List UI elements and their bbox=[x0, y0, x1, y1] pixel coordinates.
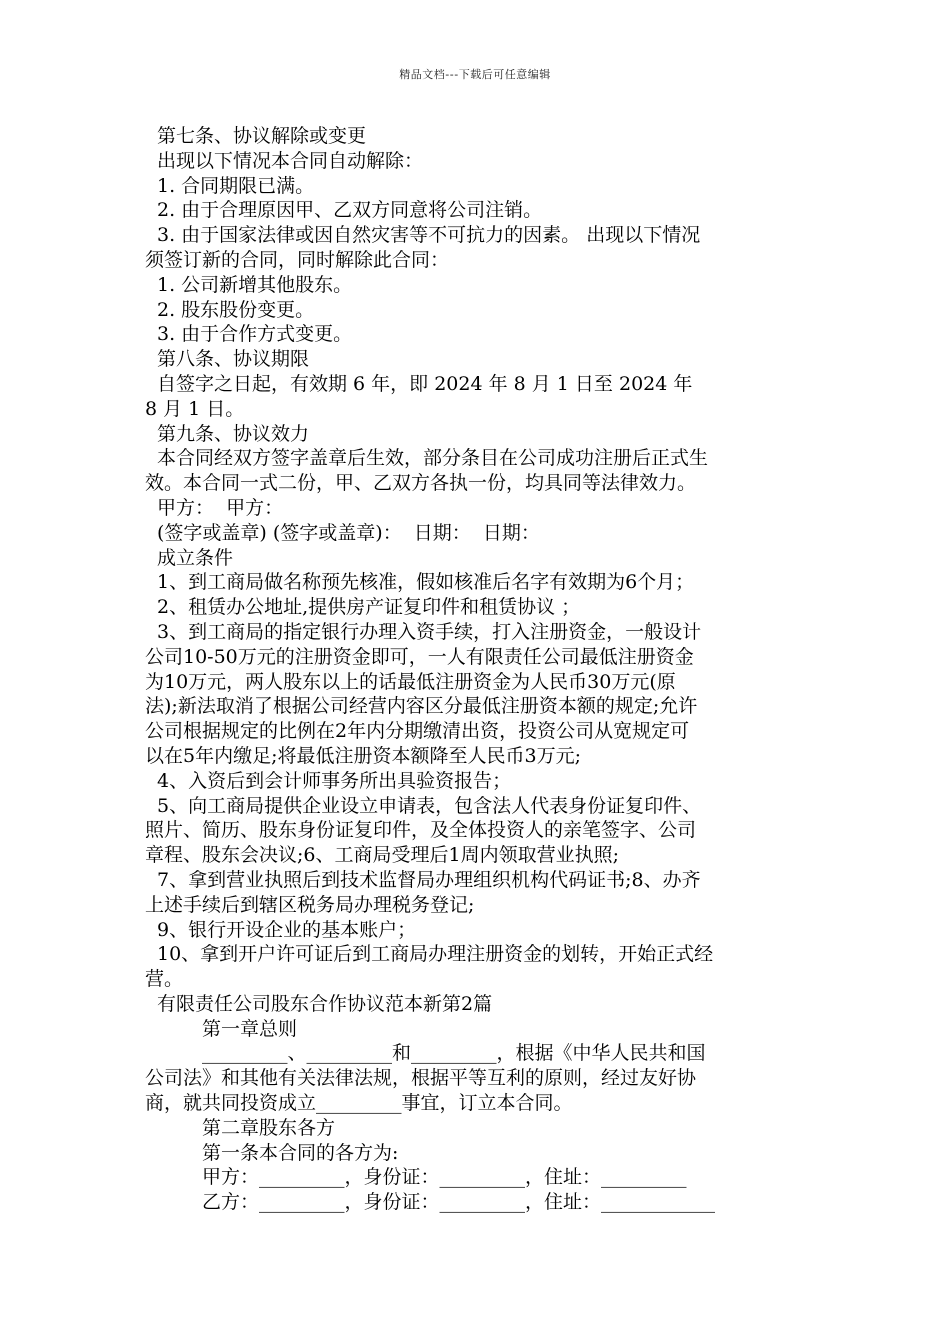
document-line: 第二章股东各方 bbox=[202, 1116, 336, 1139]
document-line: 3. 由于合作方式变更。 bbox=[157, 323, 353, 346]
document-line: 第七条、协议解除或变更 bbox=[157, 125, 367, 147]
document-line: 2. 由于合理原因甲、乙双方同意将公司注销。 bbox=[157, 199, 543, 222]
document-line: 2. 股东股份变更。 bbox=[157, 298, 315, 321]
document-line: 第九条、协议效力 bbox=[157, 422, 310, 445]
document-line: 乙方：_________，身份证：_________，住址：____________ bbox=[202, 1191, 716, 1214]
document-line: 10、拿到开户许可证后到工商局办理注册资金的划转，开始正式经 bbox=[157, 943, 714, 966]
document-line: 5、向工商局提供企业设立申请表，包含法人代表身份证复印件、 bbox=[157, 794, 702, 817]
document-line: 8 月 1 日。 bbox=[145, 397, 245, 420]
document-line: 9、银行开设企业的基本账户； bbox=[157, 918, 417, 941]
document-line: 营。 bbox=[145, 968, 184, 991]
document-line: 自签字之日起，有效期 6 年，即 2024 年 8 月 1 日至 2024 年 bbox=[157, 372, 693, 395]
document-line: (签字或盖章) (签字或盖章)： 日期： 日期： bbox=[157, 521, 540, 544]
document-line: 4、入资后到会计师事务所出具验资报告； bbox=[157, 769, 512, 792]
document-line: 公司法》和其他有关法律法规，根据平等互利的原则，经过友好协 bbox=[145, 1067, 697, 1090]
document-line: _________、_________和_________，根据《中华人民共和国 bbox=[202, 1042, 706, 1065]
document-line: 本合同经双方签字盖章后生效，部分条目在公司成功注册后正式生 bbox=[157, 447, 709, 470]
document-line: 第一条本合同的各方为: bbox=[202, 1141, 399, 1164]
document-line: 以在5年内缴足;将最低注册资本额降至人民币3万元; bbox=[145, 744, 581, 767]
document-line: 第八条、协议期限 bbox=[157, 348, 310, 371]
document-line: 公司10-50万元的注册资金即可，一人有限责任公司最低注册资金 bbox=[145, 645, 694, 668]
document-line: 1. 合同期限已满。 bbox=[157, 174, 315, 197]
document-line: 公司根据规定的比例在2年内分期缴清出资，投资公司从宽规定可 bbox=[145, 720, 690, 743]
document-line: 1、到工商局做名称预先核准，假如核准后名字有效期为6个月； bbox=[157, 571, 695, 594]
document-line: 有限责任公司股东合作协议范本新第2篇 bbox=[157, 992, 493, 1015]
document-line: 2、租赁办公地址,提供房产证复印件和租赁协议 ； bbox=[157, 596, 581, 619]
document-line: 效。本合同一式二份，甲、乙双方各执一份，均具同等法律效力。 bbox=[145, 472, 697, 495]
page-header: 精品文档---下载后可任意编辑 bbox=[399, 68, 551, 81]
document-line: 出现以下情况本合同自动解除： bbox=[157, 149, 424, 172]
document-line: 法);新法取消了根据公司经营内容区分最低注册资本额的规定;允许 bbox=[145, 695, 698, 718]
document-line: 为10万元，两人股东以上的话最低注册资金为人民币30万元(原 bbox=[145, 670, 676, 693]
document-line: 上述手续后到辖区税务局办理税务登记; bbox=[145, 893, 475, 916]
document-line: 甲方： 甲方： bbox=[157, 496, 284, 519]
document-line: 7、拿到营业执照后到技术监督局办理组织机构代码证书;8、办齐 bbox=[157, 868, 701, 891]
document-line: 3. 由于国家法律或因自然灾害等不可抗力的因素。 出现以下情况 bbox=[157, 224, 701, 247]
document-line: 章程、股东会决议;6、工商局受理后1周内领取营业执照; bbox=[145, 844, 619, 867]
document-line: 照片、简历、股东身份证复印件，及全体投资人的亲笔签字、公司 bbox=[145, 819, 697, 842]
document-line: 3、到工商局的指定银行办理入资手续，打入注册资金，一般设计 bbox=[157, 620, 702, 643]
document-line: 第一章总则 bbox=[202, 1017, 298, 1040]
document-line: 甲方：_________，身份证：_________，住址：_________ bbox=[202, 1166, 687, 1189]
document-line: 商，就共同投资成立_________事宜，订立本合同。 bbox=[145, 1092, 573, 1115]
document-body bbox=[145, 124, 810, 1215]
document-line: 1. 公司新增其他股东。 bbox=[157, 273, 353, 296]
document-line: 须签订新的合同，同时解除此合同： bbox=[145, 248, 450, 271]
document-line: 成立条件 bbox=[157, 546, 234, 569]
